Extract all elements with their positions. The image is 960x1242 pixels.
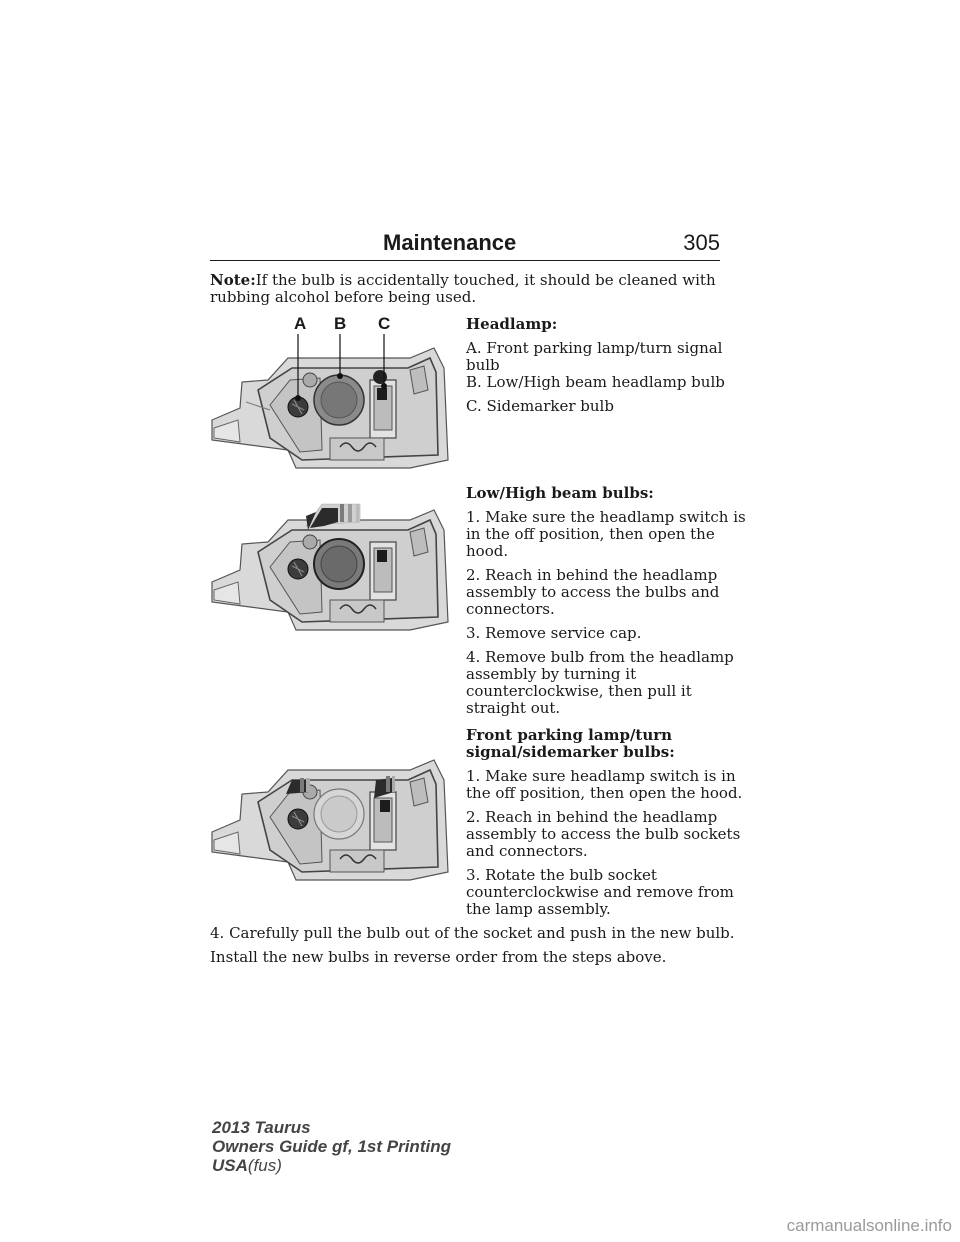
fp-step1-l1: 1. Make sure headlamp switch is in <box>466 767 736 785</box>
lh-step2-l2: assembly to access the bulbs and <box>466 583 720 601</box>
lh-step2-l1: 2. Reach in behind the headlamp <box>466 566 718 584</box>
page-footer <box>212 1118 451 1175</box>
fp-step2-l1: 2. Reach in behind the headlamp <box>466 808 718 826</box>
lh-step4-l4: straight out. <box>466 699 561 717</box>
headlamp-figure-low-high <box>210 490 460 640</box>
callout-a: A <box>294 314 307 333</box>
fp-step2-l3: and connectors. <box>466 842 588 860</box>
footer-line-3: USA(fus) <box>212 1156 282 1175</box>
headlamp-figure-abc <box>210 310 460 480</box>
note-label: Note: <box>210 271 256 289</box>
headlamp-item-a-l2: bulb <box>466 356 500 374</box>
note-line-1: Note:If the bulb is accidentally touched, it should be cleaned with <box>210 271 716 289</box>
lh-step4-l1: 4. Remove bulb from the headlamp <box>466 648 734 666</box>
headlamp-item-b: B. Low/High beam headlamp bulb <box>466 373 725 391</box>
step4-full: 4. Carefully pull the bulb out of the socket and push in the new bulb. <box>210 924 735 942</box>
headlamp-item-c: C. Sidemarker bulb <box>466 397 614 415</box>
headlamp-item-a-l1: A. Front parking lamp/turn signal <box>466 339 723 357</box>
lh-step4-l2: assembly by turning it <box>466 665 637 683</box>
lh-step2-l3: connectors. <box>466 600 555 618</box>
lh-step1-l2: in the off position, then open the <box>466 525 715 543</box>
note-line-2: rubbing alcohol before being used. <box>210 288 477 306</box>
fp-step1-l2: the off position, then open the hood. <box>466 784 743 802</box>
page-number: 305 <box>683 230 720 255</box>
headlamp-assembly-illustration <box>210 310 460 480</box>
fp-step2-l2: assembly to access the bulb sockets <box>466 825 741 843</box>
lh-step3: 3. Remove service cap. <box>466 624 642 642</box>
fp-step3-l2: counterclockwise and remove from <box>466 883 734 901</box>
fp-step3-l1: 3. Rotate the bulb socket <box>466 866 657 884</box>
callout-b: B <box>334 314 347 333</box>
lh-step1-l3: hood. <box>466 542 509 560</box>
footer-line-2: Owners Guide gf, 1st Printing <box>212 1137 451 1156</box>
fp-title-l1: Front parking lamp/turn <box>466 726 673 744</box>
lh-step1-l1: 1. Make sure the headlamp switch is <box>466 508 746 526</box>
section-title: Maintenance <box>383 230 517 255</box>
front-parking-illustration <box>210 732 460 892</box>
watermark: carmanualsonline.info <box>786 1216 952 1235</box>
callout-c: C <box>378 314 391 333</box>
headlamp-figure-front-parking <box>210 732 460 892</box>
low-high-title: Low/High beam bulbs: <box>466 484 654 502</box>
headlamp-title: Headlamp: <box>466 315 558 333</box>
footer-line-1: 2013 Taurus <box>212 1118 311 1137</box>
closing-line: Install the new bulbs in reverse order from the steps above. <box>210 948 667 966</box>
page-header <box>210 226 720 261</box>
lh-step4-l3: counterclockwise, then pull it <box>466 682 692 700</box>
fp-title-l2: signal/sidemarker bulbs: <box>466 743 675 761</box>
fp-step3-l3: the lamp assembly. <box>466 900 611 918</box>
low-high-beam-illustration <box>210 490 460 640</box>
